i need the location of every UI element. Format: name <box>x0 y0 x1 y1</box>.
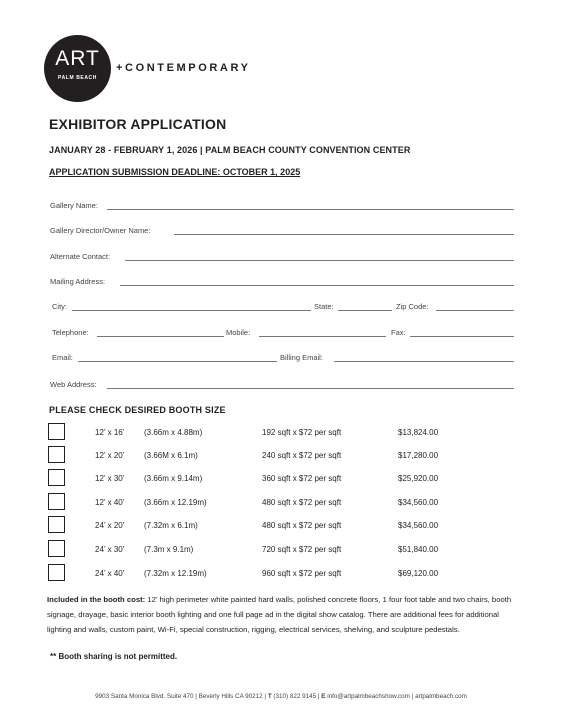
alternate-contact-label: Alternate Contact: <box>50 252 111 261</box>
booth-sqft-rate: 720 sqft x $72 per sqft <box>262 545 342 554</box>
booth-metric: (3.66M x 6.1m) <box>144 451 198 460</box>
event-dates-location: JANUARY 28 - FEBRUARY 1, 2026 | PALM BEACH COUNTY CONVENTION CENTER <box>49 145 411 155</box>
logo-art-text: ART <box>55 47 100 70</box>
web-address-field[interactable] <box>107 388 514 389</box>
booth-checkbox[interactable] <box>48 493 65 510</box>
fax-field[interactable] <box>410 336 514 337</box>
booth-sqft-rate: 240 sqft x $72 per sqft <box>262 451 342 460</box>
booth-size: 12’ x 30’ <box>95 474 125 483</box>
booth-sqft-rate: 192 sqft x $72 per sqft <box>262 428 342 437</box>
director-name-label: Gallery Director/Owner Name: <box>50 226 151 235</box>
fax-label: Fax: <box>391 328 406 337</box>
logo-contemporary-text: +CONTEMPORARY <box>116 62 251 74</box>
booth-size-heading: PLEASE CHECK DESIRED BOOTH SIZE <box>49 405 226 415</box>
footer-phone-label: T <box>267 693 272 700</box>
email-field[interactable] <box>78 361 277 362</box>
booth-metric: (7.32m x 6.1m) <box>144 521 198 530</box>
state-label: State: <box>314 302 334 311</box>
booth-metric: (7.3m x 9.1m) <box>144 545 194 554</box>
booth-price: $17,280.00 <box>398 451 439 460</box>
booth-size: 12’ x 20’ <box>95 451 125 460</box>
zip-code-field[interactable] <box>436 310 514 311</box>
state-field[interactable] <box>338 310 392 311</box>
email-label: Email: <box>52 353 73 362</box>
booth-price: $34,560.00 <box>398 498 439 507</box>
booth-price: $13,824.00 <box>398 428 439 437</box>
web-address-label: Web Address: <box>50 380 97 389</box>
booth-checkbox[interactable] <box>48 516 65 533</box>
booth-sqft-rate: 480 sqft x $72 per sqft <box>262 521 342 530</box>
footer-contact <box>38 693 524 700</box>
booth-metric: (3.66m x 4.88m) <box>144 428 203 437</box>
booth-checkbox[interactable] <box>48 564 65 581</box>
footer-email-label: E <box>321 693 326 700</box>
gallery-name-label: Gallery Name: <box>50 201 98 210</box>
footer-phone: (310) 822 9145 | <box>271 693 322 700</box>
booth-metric: (3.66m x 9.14m) <box>144 474 203 483</box>
booth-size: 12’ x 16’ <box>95 428 125 437</box>
city-label: City: <box>52 302 67 311</box>
booth-sqft-rate: 960 sqft x $72 per sqft <box>262 569 342 578</box>
booth-sharing-note: ** Booth sharing is not permitted. <box>50 652 178 661</box>
footer-email-web: info@artpalmbeachshow.com | artpalmbeach.com <box>325 693 467 700</box>
booth-checkbox[interactable] <box>48 469 65 486</box>
zip-code-label: Zip Code: <box>396 302 429 311</box>
gallery-name-field[interactable] <box>107 209 514 210</box>
booth-sqft-rate: 360 sqft x $72 per sqft <box>262 474 342 483</box>
billing-email-field[interactable] <box>334 361 514 362</box>
booth-price: $51,840.00 <box>398 545 439 554</box>
logo-palm-beach-text: PALM BEACH <box>58 75 97 81</box>
director-name-field[interactable] <box>174 234 514 235</box>
mailing-address-field[interactable] <box>120 285 514 286</box>
page-title: EXHIBITOR APPLICATION <box>49 116 227 132</box>
booth-price: $69,120.00 <box>398 569 439 578</box>
booth-checkbox[interactable] <box>48 540 65 557</box>
inclusions-text: 12’ high perimeter white painted hard walls, polished concrete floors, 1 four foot table and two chairs, booth signage, drayage, basic interior booth lighting and one full page ad in the digital show catalog. There are additional fees for additional lighting and walls, custom paint, Wi-Fi, special construction, rigging, electrical services, shelving, and sculpture pedestals. <box>47 595 512 634</box>
booth-checkbox[interactable] <box>48 446 65 463</box>
booth-size: 24’ x 40’ <box>95 569 125 578</box>
booth-inclusions-paragraph <box>47 592 517 637</box>
booth-sqft-rate: 480 sqft x $72 per sqft <box>262 498 342 507</box>
telephone-field[interactable] <box>97 336 224 337</box>
city-field[interactable] <box>72 310 311 311</box>
mobile-field[interactable] <box>259 336 386 337</box>
booth-size: 24’ x 20’ <box>95 521 125 530</box>
inclusions-label: Included in the booth cost: <box>47 595 146 604</box>
booth-metric: (7.32m x 12.19m) <box>144 569 207 578</box>
booth-checkbox[interactable] <box>48 423 65 440</box>
footer-address: 9903 Santa Monica Blvd. Suite 470 | Beverly Hills CA 90212 | <box>95 693 268 700</box>
alternate-contact-field[interactable] <box>125 260 514 261</box>
billing-email-label: Billing Email: <box>280 353 323 362</box>
submission-deadline: APPLICATION SUBMISSION DEADLINE: OCTOBER 1, 2025 <box>49 167 301 177</box>
booth-size: 24’ x 30’ <box>95 545 125 554</box>
booth-size: 12’ x 40’ <box>95 498 125 507</box>
telephone-label: Telephone: <box>52 328 89 337</box>
booth-price: $34,560.00 <box>398 521 439 530</box>
booth-metric: (3.66m x 12.19m) <box>144 498 207 507</box>
mobile-label: Mobile: <box>226 328 251 337</box>
mailing-address-label: Mailing Address: <box>50 277 106 286</box>
booth-price: $25,920.00 <box>398 474 439 483</box>
art-logo <box>44 35 111 102</box>
